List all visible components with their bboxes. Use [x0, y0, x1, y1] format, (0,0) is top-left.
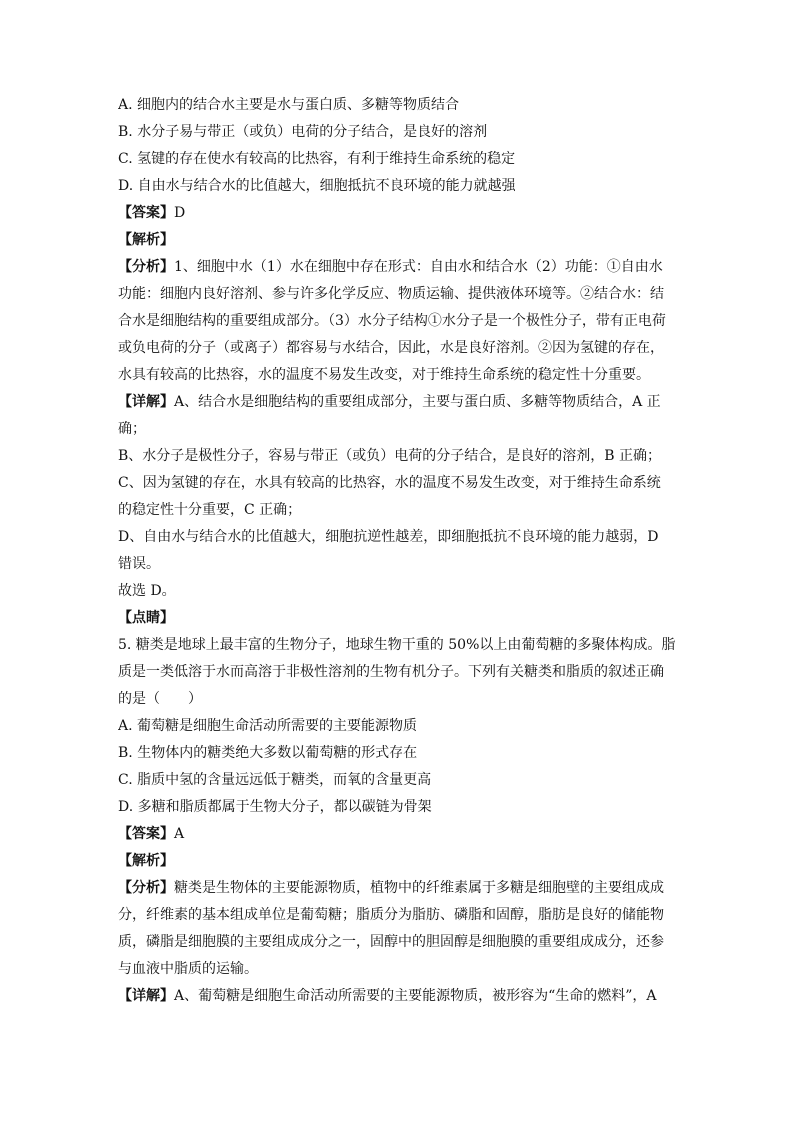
line-text: 或负电荷的分子（或离子）都容易与水结合，因此，水是良好溶剂。②因为氢键的存在， — [118, 340, 664, 356]
text-line — [118, 362, 678, 389]
text-line — [118, 497, 678, 524]
text-line — [118, 605, 678, 632]
text-line — [118, 119, 678, 146]
text-line — [118, 740, 678, 767]
line-text: 分，纤维素的基本组成单位是葡萄糖；脂质分为脂肪、磷脂和固醇，脂肪是良好的储能物 — [118, 907, 664, 923]
text-line — [118, 200, 678, 227]
line-text: A、结合水是细胞结构的重要组成部分，主要与蛋白质、多糖等物质结合，A 正 — [174, 394, 661, 410]
line-text: C. 脂质中氢的含量远远低于糖类，而氧的含量更高 — [118, 772, 432, 788]
line-text: B. 生物体内的糖类绝大多数以葡萄糖的形式存在 — [118, 745, 418, 761]
line-text: 功能：细胞内良好溶剂、参与许多化学反应、物质运输、提供液体环境等。②结合水：结 — [118, 286, 664, 302]
line-text: B、水分子是极性分子，容易与带正（或负）电荷的分子结合，是良好的溶剂，B 正确； — [118, 448, 662, 464]
text-line — [118, 956, 678, 983]
section-tag: 【答案】 — [118, 205, 174, 221]
text-line — [118, 767, 678, 794]
line-text: 5. 糖类是地球上最丰富的生物分子，地球生物干重的 50%以上由葡萄糖的多聚体构成。脂 — [118, 637, 676, 653]
line-text: A — [174, 826, 185, 842]
line-text: D、自由水与结合水的比值越大，细胞抗逆性越差，即细胞抵抗不良环境的能力越弱，D — [118, 529, 659, 545]
text-line — [118, 254, 678, 281]
text-line — [118, 227, 678, 254]
line-text: B. 水分子易与带正（或负）电荷的分子结合，是良好的溶剂 — [118, 124, 488, 140]
line-text: 水具有较高的比热容，水的温度不易发生改变，对于维持生命系统的稳定性十分重要。 — [118, 367, 650, 383]
section-tag: 【详解】 — [118, 394, 174, 410]
line-text: D. 多糖和脂质都属于生物大分子，都以碳链为骨架 — [118, 799, 432, 815]
section-tag: 【详解】 — [118, 988, 174, 1004]
text-line — [118, 659, 678, 686]
text-line — [118, 902, 678, 929]
line-text: 的稳定性十分重要，C 正确； — [118, 502, 302, 518]
line-text: 质是一类低溶于水而高溶于非极性溶剂的生物有机分子。下列有关糖类和脂质的叙述正确 — [118, 664, 664, 680]
line-text: A. 细胞内的结合水主要是水与蛋白质、多糖等物质结合 — [118, 97, 460, 113]
line-text: 质，磷脂是细胞膜的主要组成成分之一，固醇中的胆固醇是细胞膜的重要组成成分，还参 — [118, 934, 664, 950]
text-line — [118, 389, 678, 416]
section-tag: 【点睛】 — [118, 610, 174, 626]
line-text: 的是（ ） — [118, 691, 202, 707]
line-text: D — [174, 205, 186, 221]
text-line — [118, 443, 678, 470]
text-line — [118, 875, 678, 902]
section-tag: 【解析】 — [118, 232, 174, 248]
text-line — [118, 308, 678, 335]
text-line — [118, 281, 678, 308]
line-text: 合水是细胞结构的重要组成部分。（3）水分子结构①水分子是一个极性分子，带有正电荷 — [118, 313, 666, 329]
text-line — [118, 686, 678, 713]
text-line — [118, 929, 678, 956]
line-text: C. 氢键的存在使水有较高的比热容，有利于维持生命系统的稳定 — [118, 151, 516, 167]
line-text: D. 自由水与结合水的比值越大，细胞抵抗不良环境的能力就越强 — [118, 178, 516, 194]
text-line — [118, 173, 678, 200]
text-line — [118, 470, 678, 497]
line-text: 确； — [118, 421, 146, 437]
line-text: 错误。 — [118, 556, 160, 572]
line-text: 故选 D。 — [118, 583, 176, 599]
text-line — [118, 92, 678, 119]
text-line — [118, 821, 678, 848]
section-tag: 【解析】 — [118, 853, 174, 869]
text-line — [118, 713, 678, 740]
line-text: A、葡萄糖是细胞生命活动所需要的主要能源物质，被形容为“生命的燃料”，A — [174, 988, 657, 1004]
document-page — [118, 92, 678, 1010]
line-text: 1、细胞中水（1）水在细胞中存在形式：自由水和结合水（2）功能：①自由水 — [174, 259, 663, 275]
text-line — [118, 524, 678, 551]
text-line — [118, 335, 678, 362]
text-line — [118, 578, 678, 605]
text-line — [118, 416, 678, 443]
section-tag: 【分析】 — [118, 259, 174, 275]
text-line — [118, 983, 678, 1010]
line-text: 与血液中脂质的运输。 — [118, 961, 258, 977]
section-tag: 【答案】 — [118, 826, 174, 842]
text-line — [118, 794, 678, 821]
section-tag: 【分析】 — [118, 880, 174, 896]
text-line — [118, 146, 678, 173]
line-text: C、因为氢键的存在，水具有较高的比热容，水的温度不易发生改变，对于维持生命系统 — [118, 475, 661, 491]
text-line — [118, 848, 678, 875]
line-text: A. 葡萄糖是细胞生命活动所需要的主要能源物质 — [118, 718, 418, 734]
text-line — [118, 551, 678, 578]
line-text: 糖类是生物体的主要能源物质，植物中的纤维素属于多糖是细胞壁的主要组成成 — [174, 880, 664, 896]
text-line — [118, 632, 678, 659]
